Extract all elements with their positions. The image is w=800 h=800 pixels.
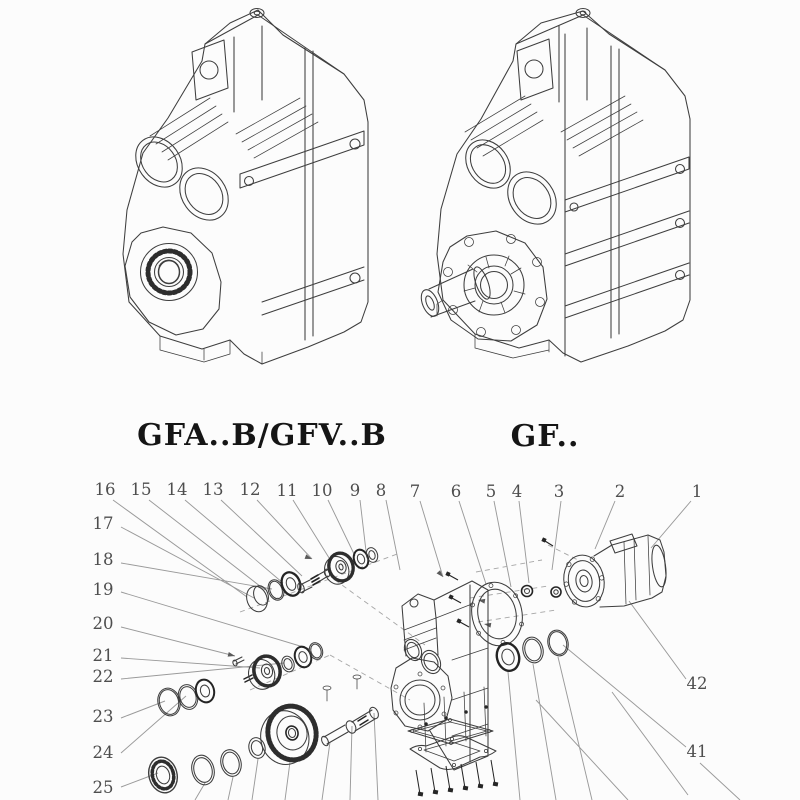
callout-19: 19 — [92, 579, 114, 599]
callout-41: 41 — [686, 741, 708, 761]
bearing — [193, 678, 216, 705]
callout-4: 4 — [511, 481, 523, 501]
leader-lines — [113, 500, 740, 800]
model-label-gf: GF.. — [510, 419, 580, 454]
washer — [247, 736, 268, 760]
callout-9: 9 — [349, 480, 361, 500]
terminal-box — [610, 534, 637, 553]
callout-23: 23 — [92, 706, 114, 726]
callout-20: 20 — [92, 613, 114, 633]
callout-22: 22 — [92, 666, 114, 686]
callout-8: 8 — [375, 480, 387, 500]
callout-13: 13 — [202, 479, 224, 499]
callout-24: 24 — [92, 742, 114, 762]
pinion-bushing — [551, 587, 561, 597]
callout-42: 42 — [686, 673, 708, 693]
shaft-tip — [232, 657, 244, 667]
exploded-diagram — [0, 470, 800, 800]
gearbox-drawing-gfab — [112, 4, 392, 395]
gear-large — [255, 702, 322, 769]
callout-3: 3 — [553, 481, 565, 501]
callout-21: 21 — [92, 645, 114, 665]
output-shaft — [320, 706, 380, 747]
callout-25: 25 — [92, 777, 114, 797]
gearbox-drawing-gf — [413, 4, 718, 395]
retaining-ring — [307, 641, 325, 661]
callout-11: 11 — [276, 480, 298, 500]
housing — [391, 581, 496, 770]
callout-17: 17 — [92, 513, 114, 533]
callout-2: 2 — [614, 481, 626, 501]
pinion-shaft — [296, 568, 330, 593]
callout-12: 12 — [239, 479, 261, 499]
gear-intermediate — [245, 653, 284, 692]
callout-15: 15 — [130, 479, 152, 499]
o-ring — [545, 628, 571, 658]
flange-and-seals — [466, 578, 571, 674]
snap-ring — [188, 753, 217, 788]
bushing — [522, 586, 533, 597]
snap-ring — [520, 635, 546, 665]
gasket — [408, 719, 493, 745]
output-shaft-cluster — [145, 675, 380, 796]
bolt-and-washer — [323, 675, 361, 701]
callout-16: 16 — [94, 479, 116, 499]
motor — [560, 534, 669, 610]
input-shaft-assembly — [243, 546, 379, 614]
flange-gasket — [466, 578, 528, 651]
callout-1: 1 — [691, 481, 703, 501]
model-label-gfab: GFA..B/GFV..B — [137, 418, 387, 453]
callout-6: 6 — [450, 481, 462, 501]
callout-18: 18 — [92, 549, 114, 569]
ball-bearing — [145, 754, 181, 796]
callout-5: 5 — [485, 481, 497, 501]
ring — [218, 747, 244, 778]
callout-14: 14 — [166, 479, 188, 499]
callout-7: 7 — [409, 481, 421, 501]
cover-bolts — [416, 705, 498, 796]
callout-10: 10 — [311, 480, 333, 500]
small-bolts — [445, 537, 553, 627]
